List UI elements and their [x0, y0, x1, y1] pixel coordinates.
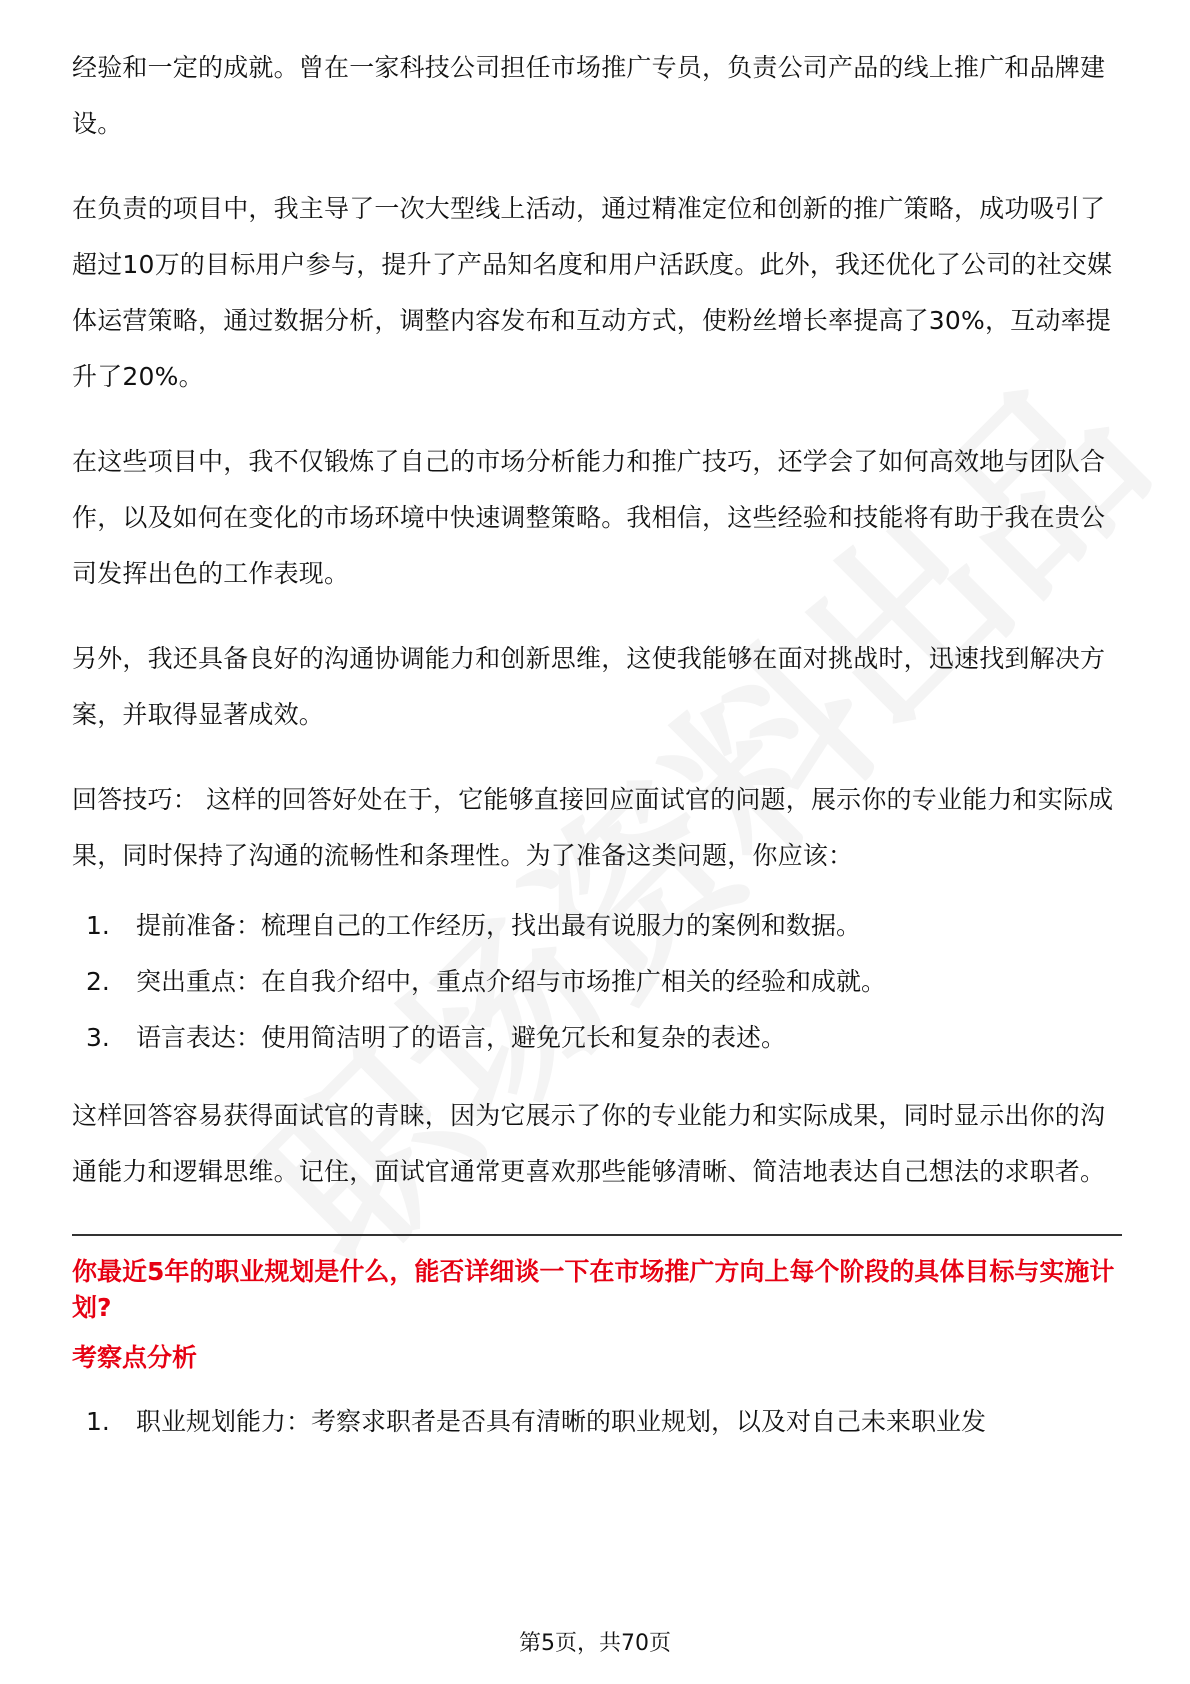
closing-paragraph: 这样回答容易获得面试官的青睐，因为它展示了你的专业能力和实际成果，同时显示出你的沟通能力和逻辑思维。记住，面试官通常更喜欢那些能够清晰、简洁地表达自己想法的求职者。	[72, 1101, 1106, 1186]
page-footer: 第5页，共70页	[519, 1631, 671, 1656]
section-title: 考察点分析	[72, 1343, 198, 1372]
question-heading: 你最近5年的职业规划是什么，能否详细谈一下在市场推广方向上每个阶段的具体目标与实施计划?	[72, 1257, 1115, 1322]
list-item	[72, 1394, 1122, 1450]
list-number: 1.	[86, 1407, 110, 1436]
list-number: 2.	[86, 967, 110, 996]
paragraph: 另外，我还具备良好的沟通协调能力和创新思维，这使我能够在面对挑战时，迅速找到解决方案，并取得显著成效。	[72, 644, 1106, 729]
paragraph: 经验和一定的成就。曾在一家科技公司担任市场推广专员，负责公司产品的线上推广和品牌建设。	[72, 53, 1106, 138]
list-text: 突出重点：在自我介绍中，重点介绍与市场推广相关的经验和成就。	[136, 967, 887, 996]
section-divider	[72, 1234, 1122, 1236]
list-text: 提前准备：梳理自己的工作经历，找出最有说服力的案例和数据。	[136, 911, 862, 940]
list-text: 语言表达：使用简洁明了的语言，避免冗长和复杂的表述。	[136, 1023, 787, 1052]
list-text: 职业规划能力：考察求职者是否具有清晰的职业规划，以及对自己未来职业发	[136, 1407, 987, 1436]
list-item	[72, 898, 1122, 954]
paragraph: 在负责的项目中，我主导了一次大型线上活动，通过精准定位和创新的推广策略，成功吸引了超过10万的目标用户参与，提升了产品知名度和用户活跃度。此外，我还优化了公司的社交媒体运营策略，通过数据分析，调整内容发布和互动方式，使粉丝增长率提高了30%，互动率提升了20%。	[72, 194, 1113, 391]
list-number: 1.	[86, 911, 110, 940]
list-number: 3.	[86, 1023, 110, 1052]
list-item	[72, 1010, 1122, 1066]
paragraph: 在这些项目中，我不仅锻炼了自己的市场分析能力和推广技巧，还学会了如何高效地与团队合作，以及如何在变化的市场环境中快速调整策略。我相信，这些经验和技能将有助于我在贵公司发挥出色的工作表现。	[72, 447, 1106, 588]
tips-list	[72, 898, 1122, 1066]
answer-tip-intro: 回答技巧： 这样的回答好处在于，它能够直接回应面试官的问题，展示你的专业能力和实际成果，同时保持了沟通的流畅性和条理性。为了准备这类问题，你应该：	[72, 785, 1114, 870]
list-item	[72, 954, 1122, 1010]
analysis-list	[72, 1394, 1122, 1450]
document-page	[72, 40, 1122, 1472]
